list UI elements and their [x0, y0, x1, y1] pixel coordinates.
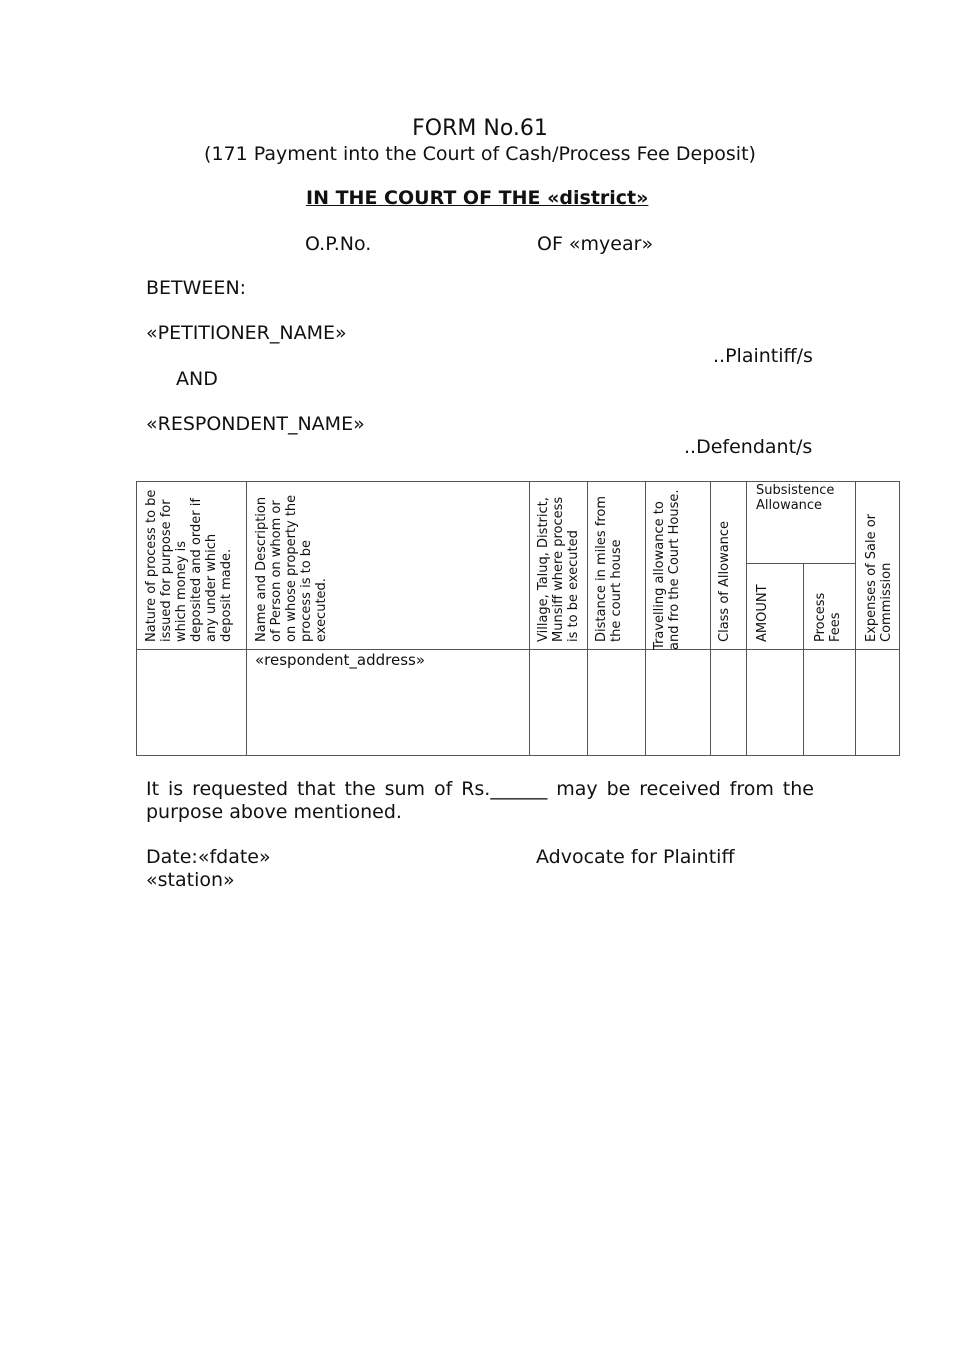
respondent-address-cell: «respondent_address» [255, 651, 426, 669]
defendant-label: ..Defendant/s [684, 436, 813, 458]
station-field: «station» [146, 869, 235, 891]
header-village: Village, Taluq, District, Munsiff where process is to be executed [536, 496, 581, 642]
header-distance-cell [594, 487, 642, 642]
header-distance: Distance in miles from the court house [594, 495, 624, 642]
between-label: BETWEEN: [146, 277, 247, 299]
header-travelling: Travelling allowance to and fro the Court House. [652, 489, 682, 650]
column-divider [710, 481, 711, 756]
column-divider [803, 563, 804, 756]
header-name-description: Name and Description of Person on whom or on whose property the process is to be executed. [254, 494, 329, 642]
court-heading: IN THE COURT OF THE «district» [306, 187, 649, 209]
subsistence-divider [746, 563, 856, 564]
column-divider [855, 481, 856, 756]
column-divider [246, 481, 247, 756]
header-name-desc-cell [254, 487, 526, 642]
header-travelling-cell [652, 487, 708, 650]
request-text-line2: purpose above mentioned. [146, 801, 402, 823]
header-class-cell [717, 487, 745, 642]
header-nature-cell [144, 487, 242, 642]
and-label: AND [176, 368, 218, 390]
table-border-bottom [136, 755, 900, 756]
header-amount: AMOUNT [755, 584, 770, 642]
table-border-top [136, 481, 900, 482]
column-divider [645, 481, 646, 756]
form-subtitle: (171 Payment into the Court of Cash/Process Fee Deposit) [204, 143, 756, 165]
header-village-cell [536, 487, 584, 642]
column-divider [746, 481, 747, 756]
header-nature: Nature of process to be issued for purpose for which money is deposited and order if any under which deposit made. [144, 489, 234, 642]
date-field: Date:«fdate» [146, 846, 271, 868]
header-amount-cell [755, 568, 801, 642]
table-border-left [136, 481, 137, 756]
advocate-signature-label: Advocate for Plaintiff [536, 846, 735, 868]
request-text-line1: It is requested that the sum of Rs.______ may be received from the [146, 778, 814, 800]
header-process-fees: Process Fees [813, 592, 843, 642]
column-divider [529, 481, 530, 756]
header-subsistence-allowance: Subsistence Allowance [756, 483, 835, 513]
column-divider [587, 481, 588, 756]
header-class-allowance: Class of Allowance [717, 520, 732, 642]
of-year-label: OF «myear» [537, 233, 654, 255]
header-expenses: Expenses of Sale or Commission [864, 514, 894, 642]
header-process-fees-cell [813, 568, 853, 642]
table-header-divider [136, 649, 900, 650]
table-border-right [899, 481, 900, 756]
form-number: FORM No.61 [412, 116, 548, 141]
petitioner-name: «PETITIONER_NAME» [146, 322, 347, 344]
plaintiff-label: ..Plaintiff/s [713, 345, 813, 367]
op-number-label: O.P.No. [305, 233, 372, 255]
header-expenses-cell [864, 487, 896, 642]
respondent-name: «RESPONDENT_NAME» [146, 413, 365, 435]
